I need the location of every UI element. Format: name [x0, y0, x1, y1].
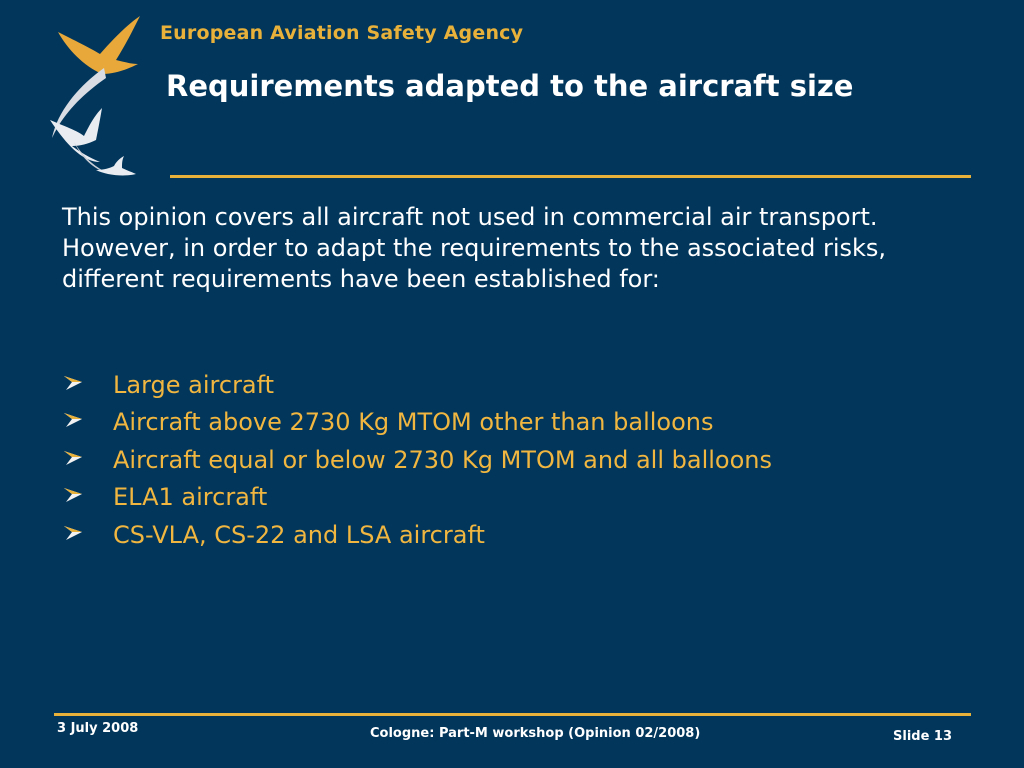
footer-date: 3 July 2008: [57, 721, 139, 736]
arrow-bullet-icon: [62, 374, 84, 392]
list-item: [62, 404, 772, 442]
list-item: [62, 441, 772, 479]
bullet-text: Large aircraft: [113, 370, 275, 399]
easa-birds-logo-icon: [44, 12, 154, 184]
agency-name: European Aviation Safety Agency: [160, 22, 524, 44]
footer-divider: [54, 713, 971, 716]
arrow-bullet-icon: [62, 411, 84, 429]
list-item: [62, 366, 772, 404]
list-item: [62, 516, 772, 554]
bullet-text: ELA1 aircraft: [113, 483, 268, 512]
bullet-list: [62, 366, 772, 554]
bullet-text: Aircraft equal or below 2730 Kg MTOM and all balloons: [113, 445, 772, 474]
slide-title: Requirements adapted to the aircraft size: [166, 69, 854, 103]
footer-event: Cologne: Part-M workshop (Opinion 02/2008): [370, 726, 701, 741]
list-item: [62, 479, 772, 517]
title-divider: [170, 175, 971, 178]
bullet-text: CS-VLA, CS-22 and LSA aircraft: [113, 520, 485, 549]
slide-number: Slide 13: [893, 729, 953, 744]
intro-paragraph: This opinion covers all aircraft not used in commercial air transport. However, in order to adapt the requirements to the associated risks, different requirements have been established for:: [62, 203, 887, 293]
arrow-bullet-icon: [62, 449, 84, 467]
arrow-bullet-icon: [62, 486, 84, 504]
arrow-bullet-icon: [62, 524, 84, 542]
bullet-text: Aircraft above 2730 Kg MTOM other than balloons: [113, 408, 714, 437]
